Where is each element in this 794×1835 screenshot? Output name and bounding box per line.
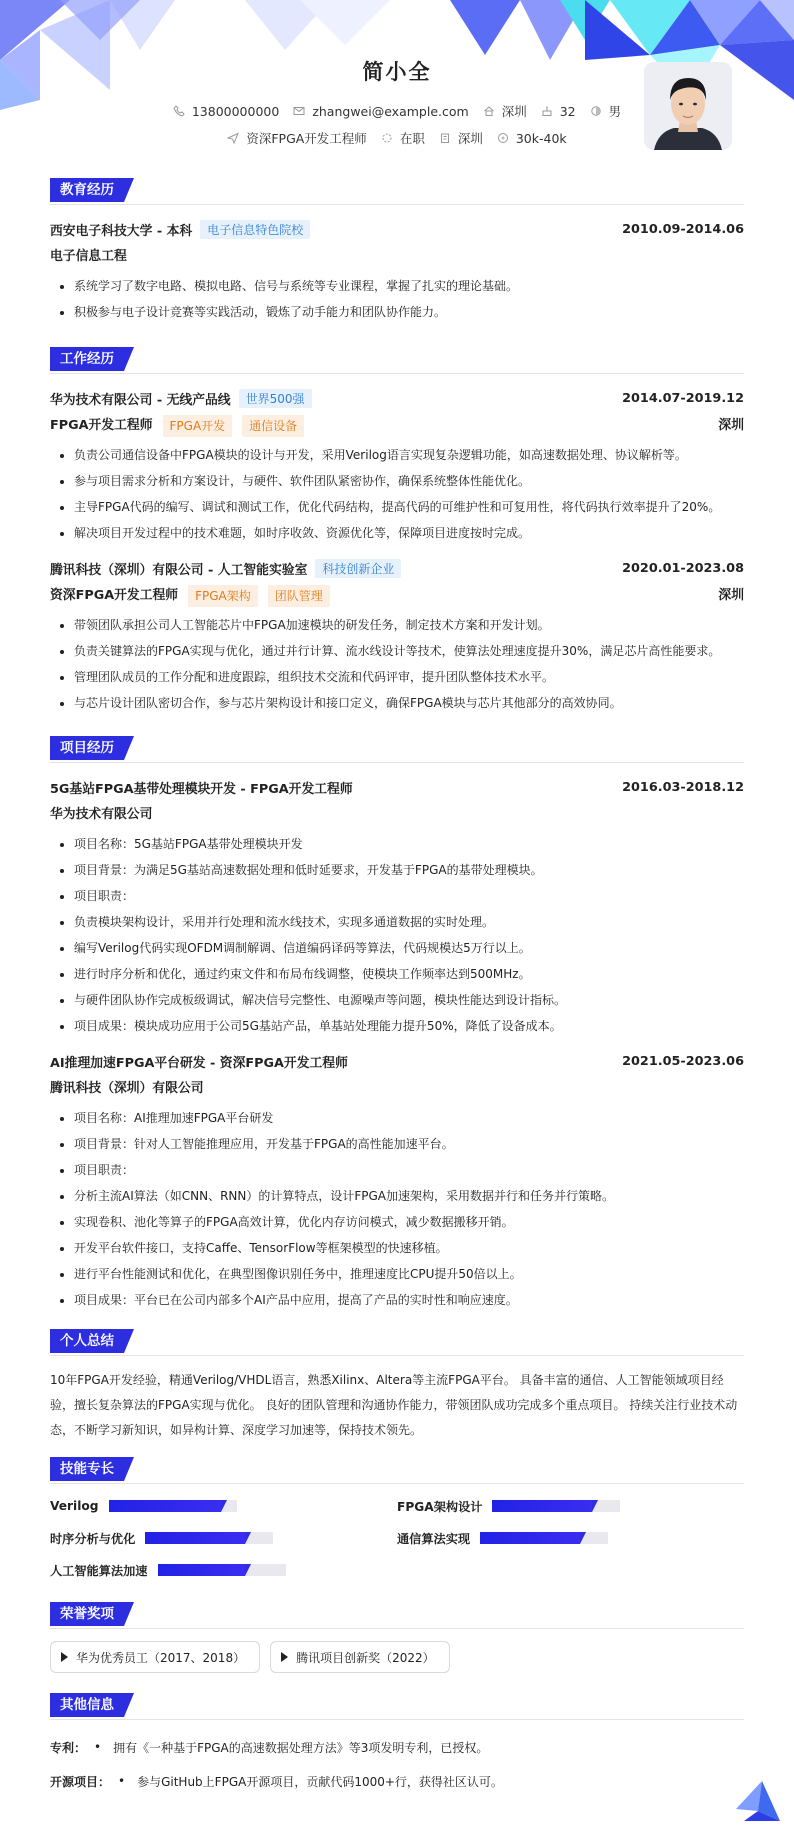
- awards-section: [50, 1602, 744, 1673]
- skill-item: [397, 1528, 744, 1548]
- other-heading: [50, 1693, 744, 1720]
- skill-bar-fill: [109, 1500, 222, 1512]
- project-company-text: 华为技术有限公司: [50, 807, 153, 822]
- list-item: • 负责关键算法的FPGA实现与优化，通过并行计算、流水线设计等技术，使算法处理速度提升30%，满足芯片高性能要求。: [74, 638, 744, 664]
- project-bullets: [50, 1105, 744, 1313]
- other-item: [50, 1734, 744, 1760]
- list-item: • 解决项目开发过程中的技术难题，如时序收敛、资源优化等，保障项目进度按时完成。: [74, 520, 744, 546]
- project-company-text: 腾讯科技（深圳）有限公司: [50, 1081, 204, 1096]
- list-item: • 带领团队承担公司人工智能芯片中FPGA加速模块的研发任务，制定技术方案和开发计划。: [74, 612, 744, 638]
- list-item: • 主导FPGA代码的编写、调试和测试工作，优化代码结构，提高代码的可维护性和可复用性，将代码执行效率提升了20%。: [74, 494, 744, 520]
- project-entry: [50, 1051, 744, 1313]
- age-item: [541, 104, 576, 119]
- age-text: 32: [559, 103, 576, 119]
- projects-heading: [50, 736, 744, 763]
- education-heading: [50, 178, 744, 205]
- project-bullets: [50, 831, 744, 1039]
- list-item: • 项目职责：: [74, 1157, 744, 1183]
- education-period: 2010.09-2014.06: [622, 221, 744, 237]
- company-tag: 世界500强: [239, 389, 312, 408]
- education-heading-label: 教育经历: [50, 178, 124, 202]
- education-header: [50, 219, 744, 239]
- skill-bar: [145, 1532, 273, 1544]
- skill-bar: [109, 1500, 237, 1512]
- list-item: • 项目背景：为满足5G基站高速数据处理和低时延要求，开发基于FPGA的基带处理模块。: [74, 857, 744, 883]
- city-item: [483, 102, 527, 120]
- other-key: 专利：: [50, 1740, 87, 1755]
- role-tag: 通信设备: [242, 415, 304, 437]
- skill-bar: [158, 1564, 286, 1576]
- skill-name: 通信算法实现: [397, 1531, 471, 1546]
- project-header: [50, 777, 744, 797]
- send-icon: [227, 132, 239, 144]
- list-item: • 系统学习了数字电路、模拟电路、信号与系统等专业课程，掌握了扎实的理论基础。: [74, 273, 744, 299]
- project-title: AI推理加速FPGA平台研发 - 资深FPGA开发工程师: [50, 1055, 348, 1071]
- skills-section: [50, 1457, 744, 1580]
- skills-heading: [50, 1457, 744, 1484]
- role-tag: FPGA架构: [188, 585, 258, 607]
- other-item: [50, 1768, 744, 1794]
- work-section: [50, 347, 744, 716]
- project-company: [50, 1079, 744, 1099]
- play-icon: [281, 1652, 288, 1662]
- award-text: 华为优秀员工（2017、2018）: [76, 1650, 246, 1665]
- summary-heading-label: 个人总结: [50, 1329, 124, 1353]
- list-item: • 开发平台软件接口，支持Caffe、TensorFlow等框架模型的快速移植。: [74, 1235, 744, 1261]
- salary-item: [497, 131, 567, 146]
- summary-text: 10年FPGA开发经验，精通Verilog/VHDL语言，熟悉Xilinx、Altera等主流FPGA平台。 具备丰富的通信、人工智能领域项目经验，擅长复杂算法的FPGA实现与优化。 良好的团队管理和沟通协作能力，带领团队成功完成多个重点项目。 持续关注行业技术动态，不断学习新知识，如异构计算、深度学习加速等，保持技术领先。: [50, 1373, 738, 1437]
- list-item: • 与硬件团队协作完成板级调试，解决信号完整性、电源噪声等问题，模块性能达到设计指标。: [74, 987, 744, 1013]
- company-name: 华为技术有限公司 - 无线产品线: [50, 392, 231, 408]
- money-icon: [497, 132, 509, 144]
- list-item: • 项目成果：模块成功应用于公司5G基站产品，单基站处理能力提升50%，降低了设备成本。: [74, 1013, 744, 1039]
- skill-item: [50, 1560, 397, 1580]
- gender-text: 男: [608, 104, 622, 119]
- awards-list: [50, 1641, 744, 1673]
- job-title-item: [227, 129, 366, 147]
- job-row: [50, 129, 744, 147]
- list-item: • 实现卷积、池化等算子的FPGA高效计算，优化内存访问模式，减少数据搬移开销。: [74, 1209, 744, 1235]
- education-bullets: [50, 273, 744, 325]
- city-text: 深圳: [501, 104, 527, 119]
- target-city-text: 深圳: [457, 131, 483, 146]
- project-title: 5G基站FPGA基带处理模块开发 - FPGA开发工程师: [50, 781, 353, 797]
- skill-item: [397, 1496, 744, 1516]
- school-name: 西安电子科技大学 - 本科: [50, 223, 193, 239]
- resume-header: [50, 0, 744, 178]
- projects-section: [50, 736, 744, 1313]
- list-item: • 负责模块架构设计，采用并行处理和流水线技术，实现多通道数据的实时处理。: [74, 909, 744, 935]
- skill-name: FPGA架构设计: [397, 1499, 483, 1514]
- other-value: 参与GitHub上FPGA开源项目，贡献代码1000+行，获得社区认可。: [137, 1774, 503, 1789]
- list-item: • 编写Verilog代码实现OFDM调制解调、信道编码译码等算法，代码规模达5万行以上。: [74, 935, 744, 961]
- awards-heading-label: 荣誉奖项: [50, 1602, 124, 1626]
- skills-heading-label: 技能专长: [50, 1457, 124, 1481]
- project-period: 2021.05-2023.06: [622, 1053, 744, 1069]
- skill-bar: [480, 1532, 608, 1544]
- play-icon: [61, 1652, 68, 1662]
- list-item: • 参与项目需求分析和方案设计，与硬件、软件团队紧密协作，确保系统整体性能优化。: [74, 468, 744, 494]
- home-icon: [483, 105, 495, 117]
- major: [50, 247, 744, 267]
- job-title-text: 资深FPGA开发工程师: [246, 131, 367, 146]
- list-item: • 分析主流AI算法（如CNN、RNN）的计算特点，设计FPGA加速架构，采用数据并行和任务并行策略。: [74, 1183, 744, 1209]
- phone-icon: [173, 105, 185, 117]
- list-item: • 与芯片设计团队密切合作，参与芯片架构设计和接口定义，确保FPGA模块与芯片其他部分的高效协同。: [74, 690, 744, 716]
- work-entry-header: [50, 558, 744, 578]
- list-item: • 进行时序分析和优化，通过约束文件和布局布线调整，使模块工作频率达到500MHz。: [74, 961, 744, 987]
- list-item: • 项目名称：5G基站FPGA基带处理模块开发: [74, 831, 744, 857]
- skill-bar-fill: [492, 1500, 592, 1512]
- role-tag: FPGA开发: [163, 415, 233, 437]
- phone-text: 13800000000: [191, 103, 280, 119]
- skill-bar-fill: [480, 1532, 580, 1544]
- list-item: • 项目名称：AI推理加速FPGA平台研发: [74, 1105, 744, 1131]
- email-item: [293, 104, 468, 119]
- role-title: 资深FPGA开发工程师: [50, 588, 179, 603]
- other-heading-label: 其他信息: [50, 1693, 124, 1717]
- other-value: 拥有《一种基于FPGA的高速数据处理方法》等3项发明专利，已授权。: [113, 1740, 489, 1755]
- skill-bar-fill: [145, 1532, 245, 1544]
- bullet-dot: •: [94, 1740, 102, 1754]
- summary-section: [50, 1329, 744, 1443]
- target-city-item: [439, 129, 483, 147]
- status-item: [381, 129, 425, 147]
- work-entry: [50, 558, 744, 716]
- major-text: 电子信息工程: [50, 249, 127, 264]
- award-chip: [270, 1641, 450, 1673]
- company-name: 腾讯科技（深圳）有限公司 - 人工智能实验室: [50, 562, 308, 578]
- other-section: [50, 1693, 744, 1794]
- projects-heading-label: 项目经历: [50, 736, 124, 760]
- summary-heading: [50, 1329, 744, 1356]
- skill-item: [50, 1528, 397, 1548]
- work-location: 深圳: [718, 418, 744, 433]
- award-text: 腾讯项目创新奖（2022）: [296, 1650, 435, 1665]
- email-text: zhangwei@example.com: [312, 103, 469, 119]
- list-item: • 管理团队成员的工作分配和进度跟踪，组织技术交流和代码评审，提升团队整体技术水平。: [74, 664, 744, 690]
- work-entry: [50, 388, 744, 546]
- role-tag: 团队管理: [268, 585, 330, 607]
- role-title: FPGA开发工程师: [50, 418, 153, 433]
- award-chip: [50, 1641, 260, 1673]
- status-icon: [381, 132, 393, 144]
- gender-icon: [590, 105, 602, 117]
- work-bullets: [50, 442, 744, 546]
- building-icon: [439, 132, 451, 144]
- role-row: [50, 416, 744, 436]
- work-location: 深圳: [718, 588, 744, 603]
- work-bullets: [50, 612, 744, 716]
- avatar: [644, 62, 732, 150]
- project-period: 2016.03-2018.12: [622, 779, 744, 795]
- salary-text: 30k-40k: [515, 130, 567, 146]
- work-period: 2020.01-2023.08: [622, 560, 744, 576]
- gender-item: [590, 102, 622, 120]
- project-company: [50, 805, 744, 825]
- skills-grid: [50, 1496, 744, 1580]
- phone-item: [173, 104, 279, 119]
- skill-name: 人工智能算法加速: [50, 1563, 148, 1578]
- list-item: • 项目背景：针对人工智能推理应用，开发基于FPGA的高性能加速平台。: [74, 1131, 744, 1157]
- project-header: [50, 1051, 744, 1071]
- list-item: • 进行平台性能测试和优化，在典型图像识别任务中，推理速度比CPU提升50倍以上。: [74, 1261, 744, 1287]
- skill-name: Verilog: [50, 1499, 99, 1513]
- mail-icon: [293, 105, 305, 117]
- work-heading: [50, 347, 744, 374]
- list-item: • 负责公司通信设备中FPGA模块的设计与开发，采用Verilog语言实现复杂逻辑功能，如高速数据处理、协议解析等。: [74, 442, 744, 468]
- status-text: 在职: [399, 131, 425, 146]
- role-row: [50, 586, 744, 606]
- work-heading-label: 工作经历: [50, 347, 124, 371]
- cake-icon: [541, 105, 553, 117]
- school-tag: 电子信息特色院校: [200, 220, 310, 239]
- skill-bar: [492, 1500, 620, 1512]
- list-item: • 项目职责：: [74, 883, 744, 909]
- skill-bar-fill: [158, 1564, 245, 1576]
- other-key: 开源项目：: [50, 1774, 111, 1789]
- education-section: [50, 178, 744, 325]
- skill-item: [50, 1496, 397, 1516]
- skill-name: 时序分析与优化: [50, 1531, 136, 1546]
- work-period: 2014.07-2019.12: [622, 390, 744, 406]
- work-entry-header: [50, 388, 744, 408]
- bullet-dot: •: [118, 1774, 126, 1788]
- list-item: • 项目成果：平台已在公司内部多个AI产品中应用，提高了产品的实时性和响应速度。: [74, 1287, 744, 1313]
- contact-row: [50, 102, 744, 120]
- candidate-name: 简小全: [362, 60, 432, 84]
- project-entry: [50, 777, 744, 1039]
- company-tag: 科技创新企业: [315, 559, 401, 578]
- awards-heading: [50, 1602, 744, 1629]
- list-item: • 积极参与电子设计竞赛等实践活动，锻炼了动手能力和团队协作能力。: [74, 299, 744, 325]
